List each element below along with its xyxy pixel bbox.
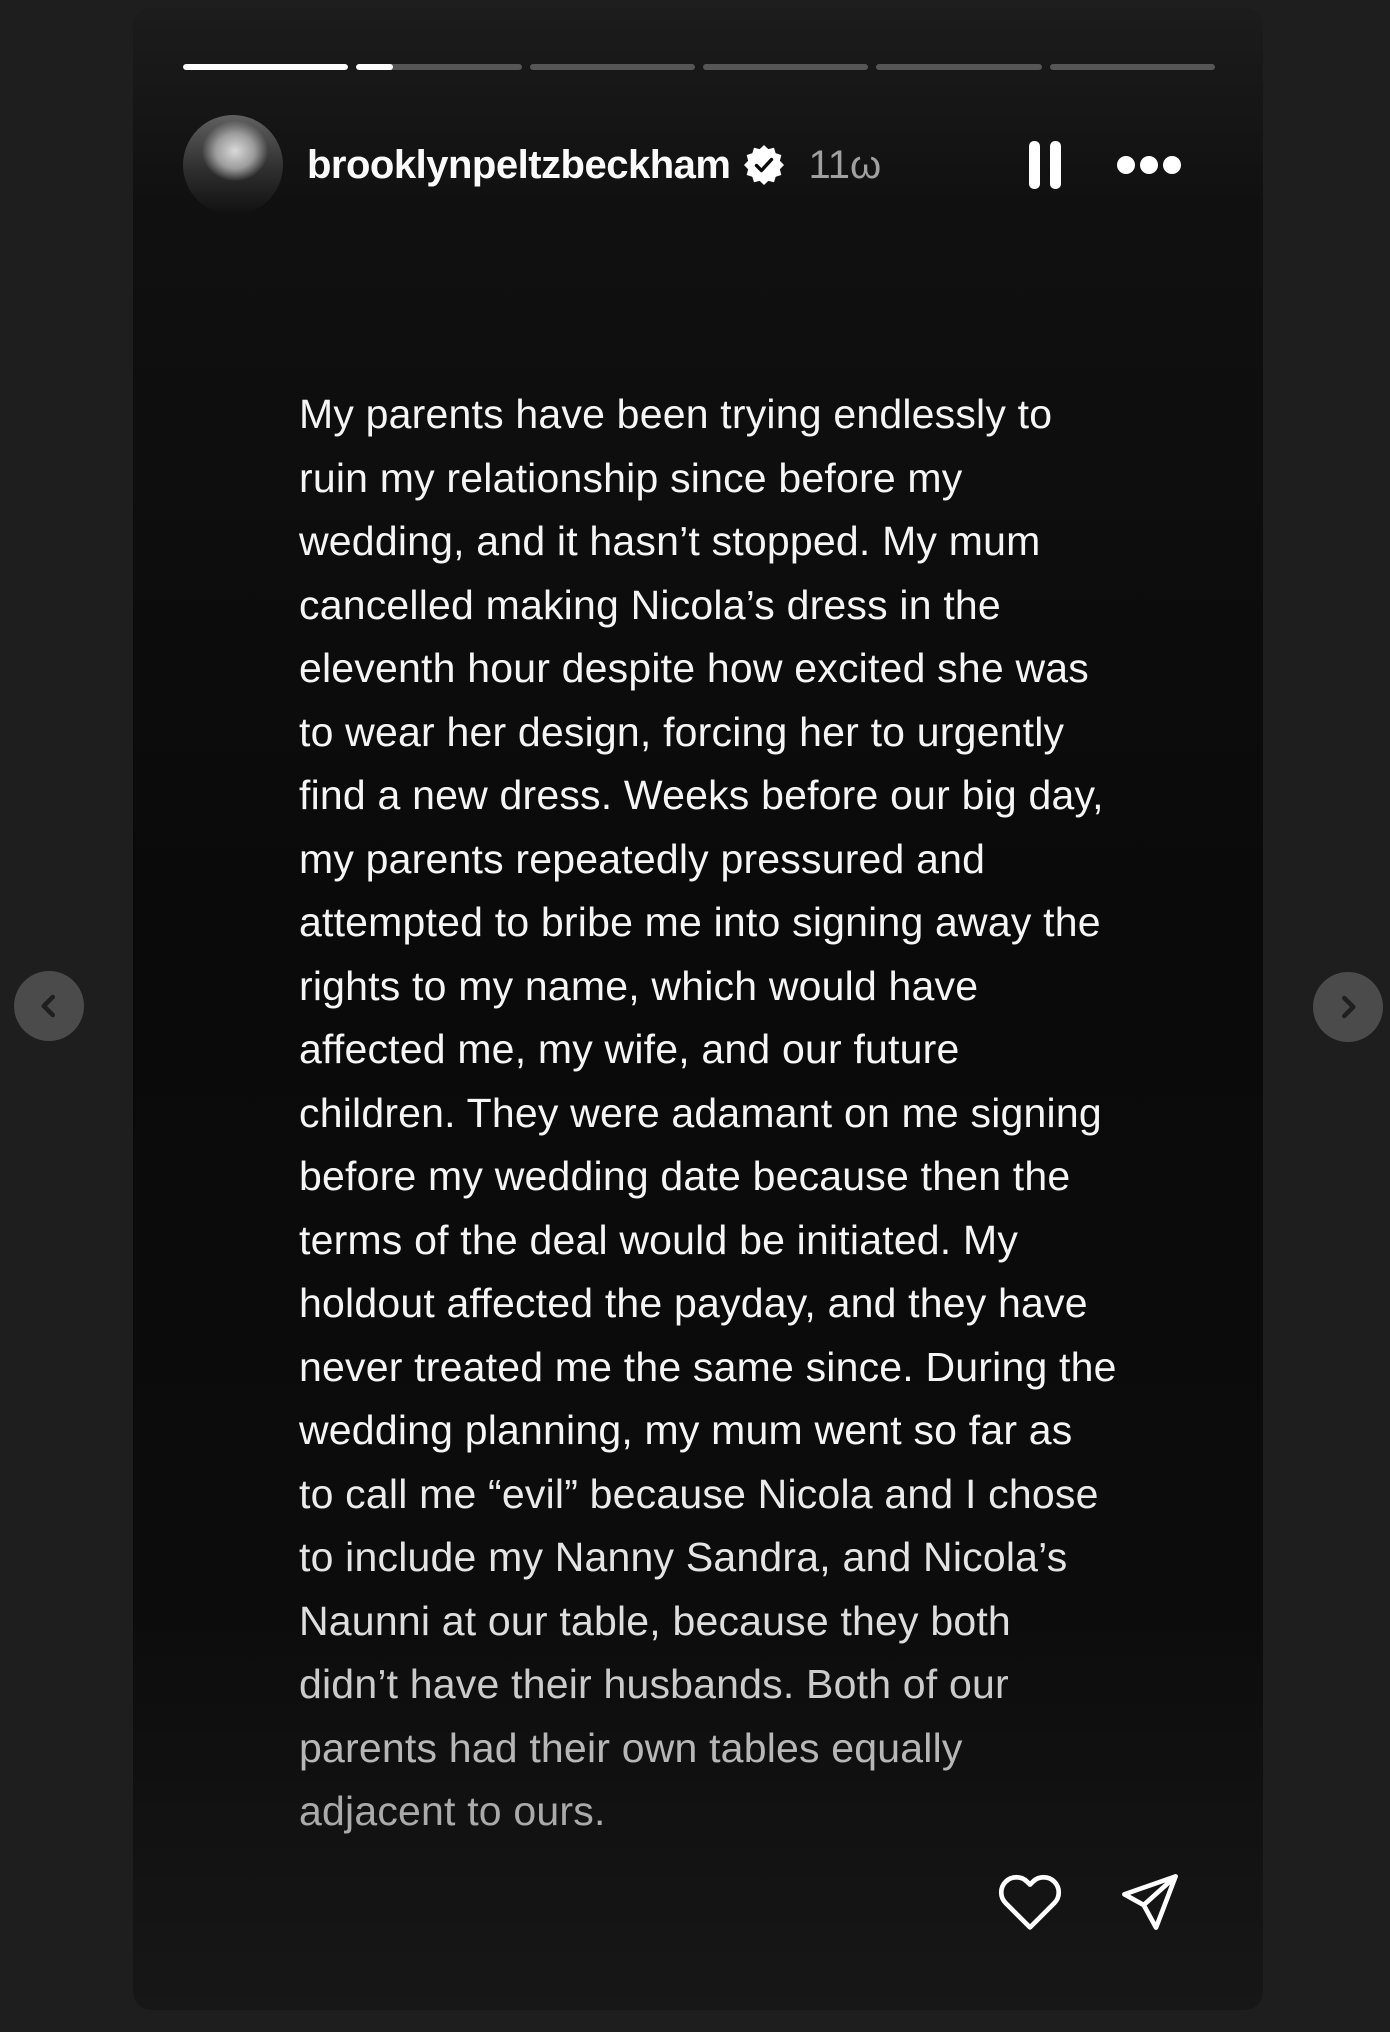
- story-header: [183, 107, 1213, 223]
- story-text-line: adjacent to ours.: [299, 1788, 606, 1834]
- story-actions: [997, 1869, 1183, 1935]
- story-text-line: rights to my name, which would have: [299, 962, 979, 1009]
- like-button[interactable]: [997, 1869, 1063, 1935]
- story-text: [299, 383, 1179, 1844]
- story-text-line: parents had their own tables equally: [299, 1724, 963, 1771]
- story-text-line: children. They were adamant on me signing: [299, 1089, 1102, 1136]
- story-text-line: Naunni at our table, because they both: [299, 1597, 1011, 1644]
- next-story-button[interactable]: [1313, 972, 1383, 1042]
- story-text-line: terms of the deal would be initiated. My: [299, 1216, 1019, 1263]
- story-card: [133, 8, 1263, 2010]
- story-text-line: to include my Nanny Sandra, and Nicola’s: [299, 1534, 1068, 1580]
- story-progress-bars: [183, 64, 1215, 70]
- progress-segment: [183, 64, 348, 70]
- story-text-line: eleventh hour despite how excited she was: [299, 645, 1089, 691]
- three-dots-icon: [1117, 155, 1181, 175]
- more-options-button[interactable]: [1113, 151, 1185, 179]
- previous-story-button[interactable]: [14, 971, 84, 1041]
- story-text-line: my parents repeatedly pressured and: [299, 835, 986, 882]
- paper-plane-icon: [1117, 1869, 1183, 1935]
- story-text-line: affected me, my wife, and our future: [299, 1026, 960, 1072]
- pause-button[interactable]: [1025, 137, 1065, 193]
- story-text-line: ruin my relationship since before my: [299, 454, 963, 501]
- chevron-left-icon: [31, 988, 67, 1024]
- chevron-right-icon: [1330, 989, 1366, 1025]
- progress-segment: [876, 64, 1041, 70]
- story-text-line: didn’t have their husbands. Both of our: [299, 1661, 1009, 1707]
- username[interactable]: brooklynpeltzbeckham: [307, 142, 731, 187]
- story-text-line: wedding planning, my mum went so far as: [299, 1407, 1073, 1453]
- progress-segment: [703, 64, 868, 70]
- pause-icon: [1029, 141, 1040, 189]
- progress-segment: [530, 64, 695, 70]
- story-text-line: before my wedding date because then the: [299, 1153, 1071, 1199]
- progress-segment: [356, 64, 521, 70]
- story-text-line: to call me “evil” because Nicola and I chose: [299, 1470, 1099, 1517]
- verified-badge-icon: [744, 145, 784, 185]
- story-text-line: wedding, and it hasn’t stopped. My mum: [299, 518, 1041, 564]
- story-text-line: attempted to bribe me into signing away the: [299, 899, 1101, 945]
- progress-segment: [1050, 64, 1215, 70]
- story-text-line: to wear her design, forcing her to urgently: [299, 708, 1065, 755]
- avatar[interactable]: [183, 115, 283, 215]
- heart-icon: [997, 1869, 1063, 1935]
- story-text-line: cancelled making Nicola’s dress in the: [299, 581, 1001, 628]
- story-timestamp: 11ω: [808, 142, 882, 187]
- story-text-line: never treated me the same since. During the: [299, 1343, 1117, 1390]
- story-text-line: My parents have been trying endlessly to: [299, 391, 1053, 437]
- story-text-line: holdout affected the payday, and they have: [299, 1280, 1088, 1326]
- share-button[interactable]: [1117, 1869, 1183, 1935]
- story-text-line: find a new dress. Weeks before our big day,: [299, 772, 1104, 818]
